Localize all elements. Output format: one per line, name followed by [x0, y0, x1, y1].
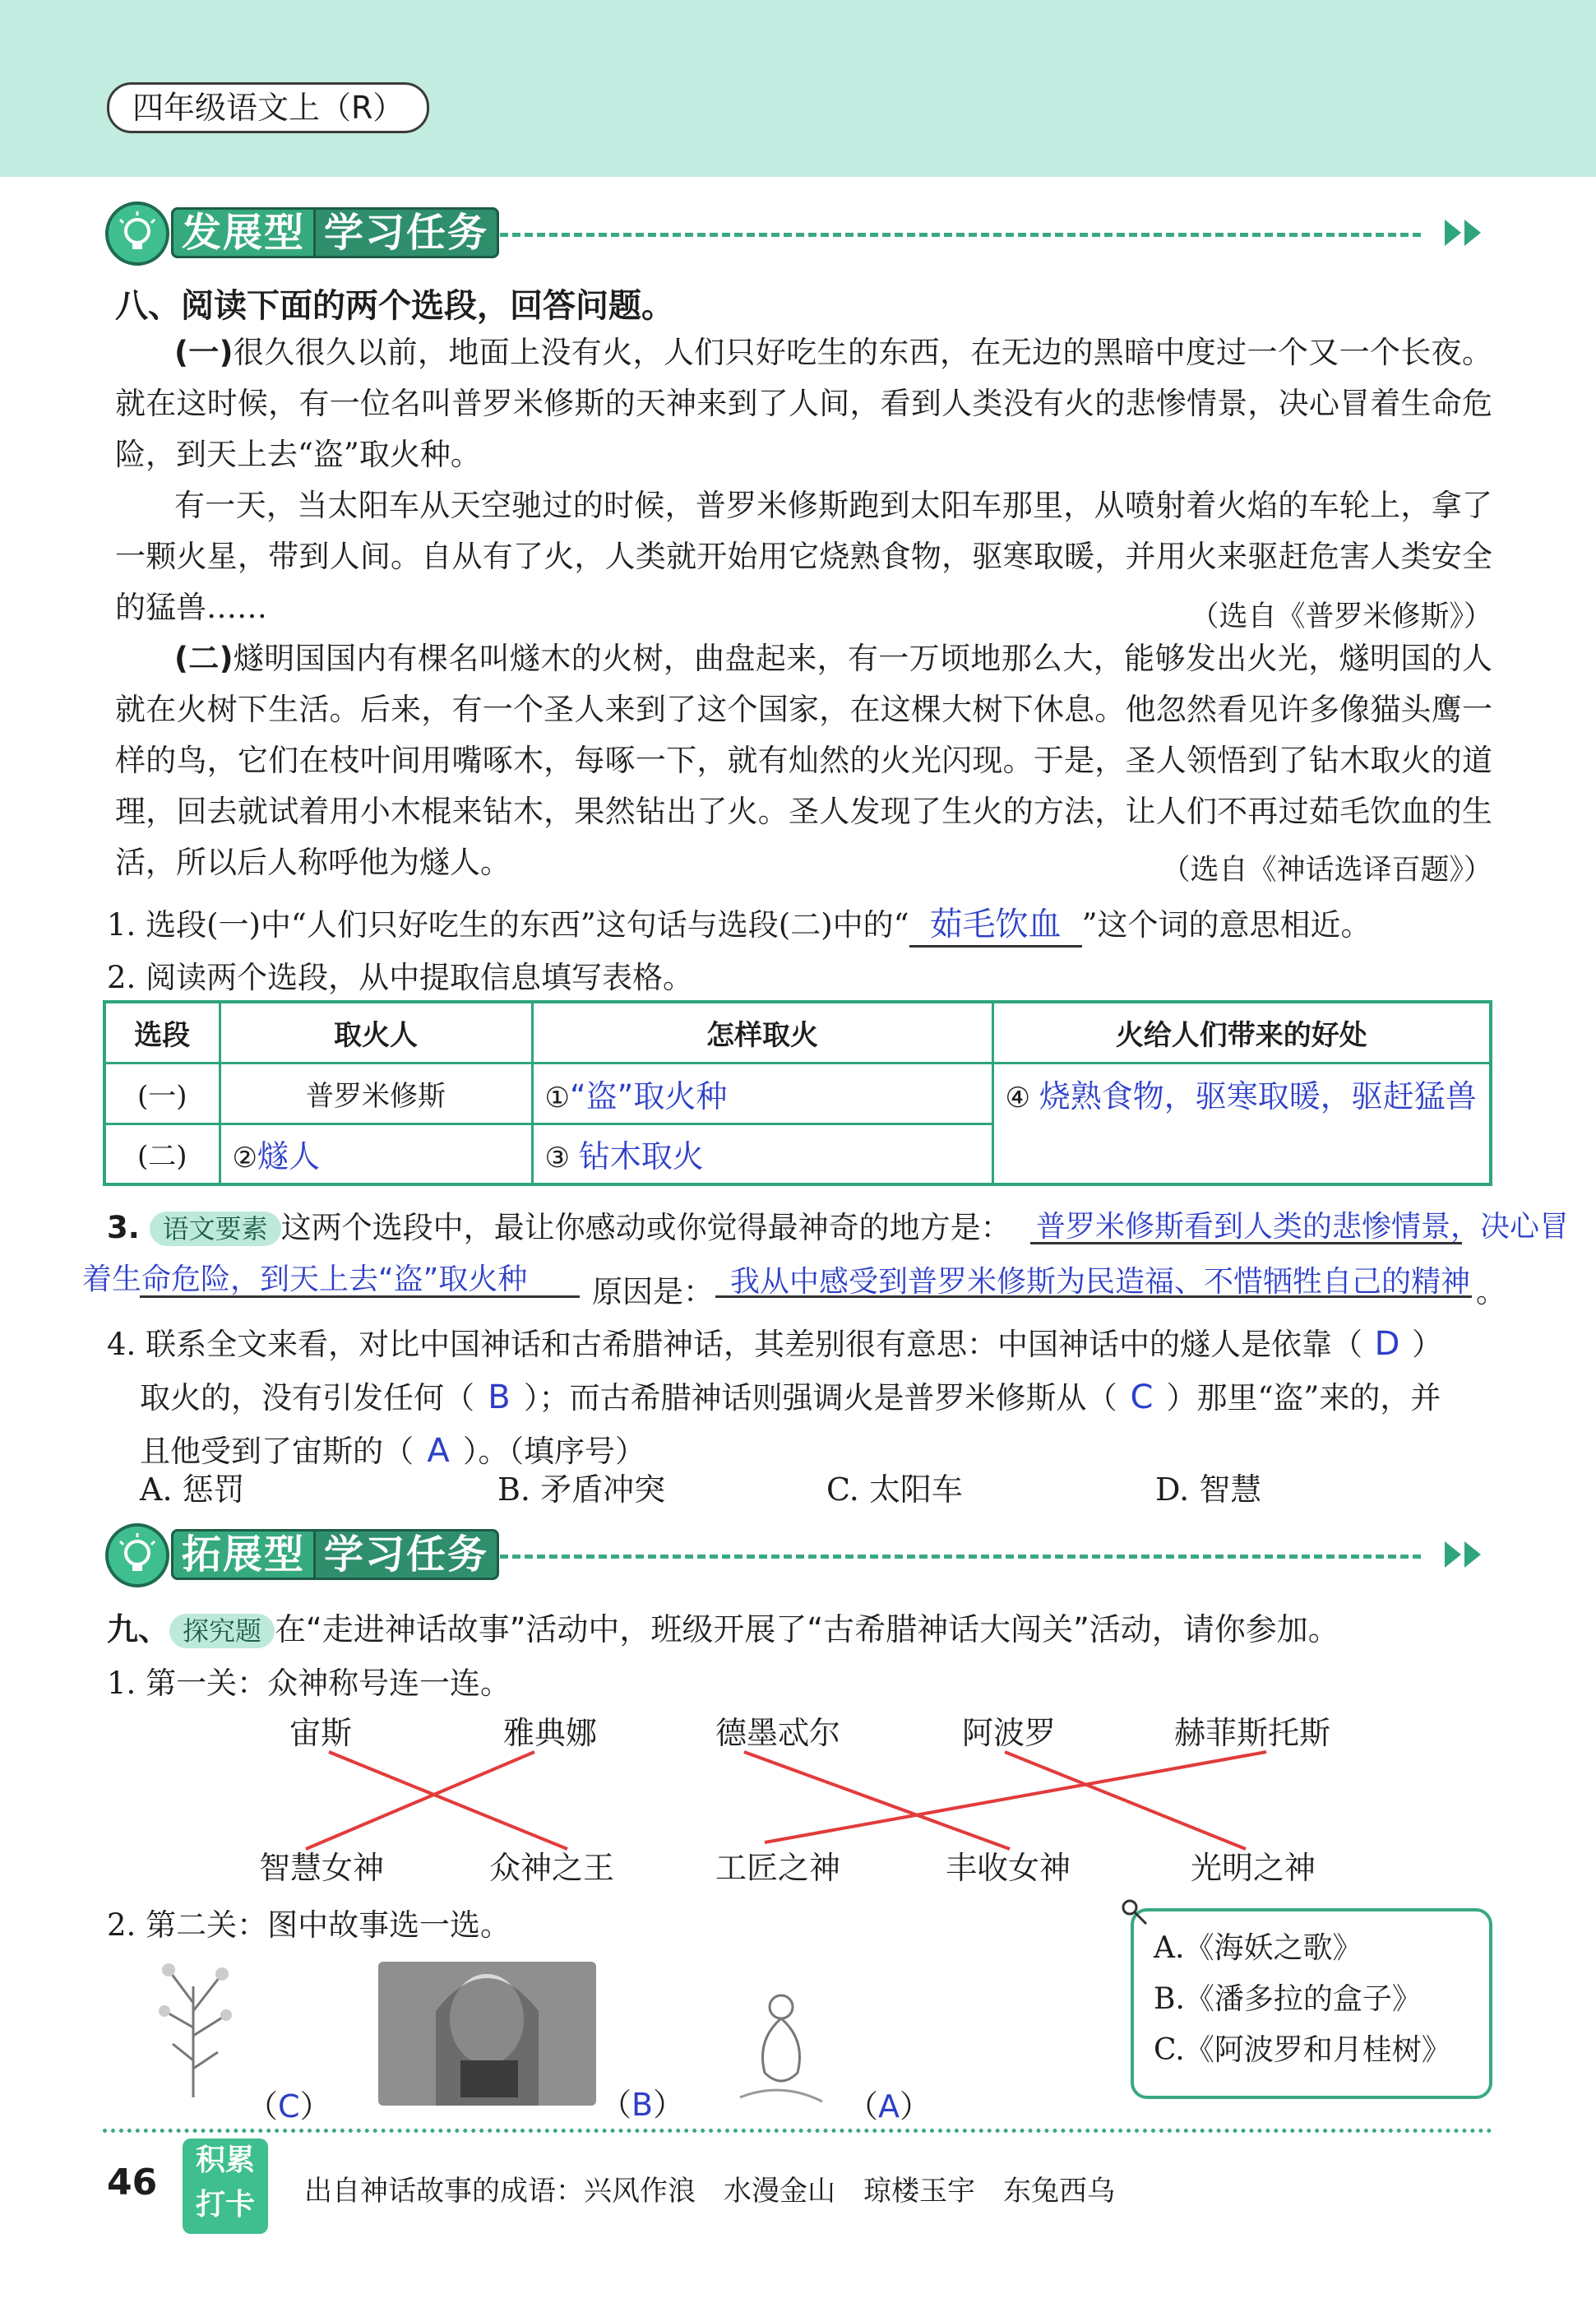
match-line-demeter: [744, 1752, 1010, 1849]
match-line-hephaestus: [765, 1752, 1266, 1842]
section-banner-development: [105, 202, 1495, 267]
title-craft: 工匠之神: [715, 1850, 841, 1886]
match-line-zeus: [329, 1752, 567, 1849]
banner-title: 发展型 学习任务: [164, 205, 506, 262]
double-arrow-icon: [1441, 216, 1491, 249]
header-benefit: 火给人们带来的好处: [992, 1002, 1491, 1063]
illustration-laurel-tree: [132, 1953, 255, 2101]
double-arrow-icon: [1441, 1538, 1491, 1571]
row1-method[interactable]: ①“盗”取火种: [532, 1063, 992, 1124]
header-section: 选段: [104, 1002, 220, 1063]
grade-label: 四年级语文上（R）: [107, 82, 429, 133]
tag-language-element: 语文要素: [150, 1212, 281, 1246]
illustration-pandora: [378, 1962, 596, 2106]
god-demeter: 德墨忒尔: [715, 1715, 841, 1751]
god-zeus: 宙斯: [289, 1715, 353, 1751]
match-line-athena: [306, 1752, 534, 1849]
sub1-answer[interactable]: 茹毛饮血: [909, 898, 1082, 948]
pin-icon: [1118, 1896, 1151, 1929]
section-banner-expansion: [105, 1523, 1495, 1589]
passage1-source: （选自《普罗米修斯》）: [1190, 600, 1492, 633]
q9-sub1-prompt: 1. 第一关：众神称号连一连。: [107, 1666, 511, 1701]
title-wisdom: 智慧女神: [259, 1850, 385, 1886]
accumulate-badge: 积累 打卡: [183, 2138, 268, 2234]
title-light: 光明之神: [1191, 1850, 1316, 1886]
q8-sub4: 4. 联系全文来看，对比中国神话和古希腊神话，其差别很有意思：中国神话中的燧人是依靠（ D ） 取火的，没有引发任何（ B ）；而古希腊神话则强调火是普罗米修斯从（ C ）那里“盗”来的，并 且他受到了宙斯的（ A ）。（填序号）: [107, 1325, 1443, 1470]
row1-person: 普罗米修斯: [220, 1063, 532, 1124]
passage2-paragraph: (二)燧明国国内有棵名叫燧木的火树，曲盘起来，有一万顷地那么大，能够发出火光，燧明国的人就在火树下生活。后来，有一个圣人来到了这个国家，在这棵大树下休息。他忽然看见许多像猫头鹰一样的鸟，它们在枝叶间用嘴啄木，每啄一下，就有灿然的火光闪现。于是，圣人领悟到了钻木取火的道理，回去就试着用小木棍来钻木，果然钻出了火。圣人发现了生火的方法，让人们不再过茹毛饮血的生活，所以后人称呼他为燧人。: [115, 641, 1492, 880]
sub3-underline3: [715, 1295, 1472, 1298]
picture1-answer[interactable]: （C）: [247, 2088, 331, 2125]
q8-sub2-prompt: 2. 阅读两个选段，从中提取信息填写表格。: [107, 960, 694, 995]
q8-heading: 八、阅读下面的两个选段，回答问题。: [115, 287, 674, 325]
god-apollo: 阿波罗: [962, 1715, 1057, 1751]
row1-section: (一): [104, 1063, 220, 1124]
banner-title: 拓展型 学习任务: [164, 1527, 506, 1584]
sub3-answer1[interactable]: 普罗米修斯看到人类的悲惨情景，决心冒着生命危险，到天上去“盗”取火种: [82, 1210, 1570, 1296]
header-method: 怎样取火: [532, 1002, 992, 1063]
lightbulb-icon: [105, 202, 169, 266]
row2-person[interactable]: ②燧人: [220, 1124, 532, 1184]
god-hephaestus: 赫菲斯托斯: [1174, 1715, 1331, 1751]
sub3-reason-label: 原因是：: [592, 1274, 714, 1309]
header-wave: [0, 140, 1596, 189]
choice-c: C.《阿波罗和月桂树》: [1154, 2033, 1451, 2067]
banner-divider: [500, 233, 1421, 237]
choice-b: B.《潘多拉的盒子》: [1154, 1982, 1422, 2016]
sub3-end: 。: [1476, 1274, 1506, 1309]
footer-divider: [103, 2129, 1492, 2133]
option-d: D. 智慧: [1155, 1471, 1262, 1508]
picture3-answer[interactable]: （A）: [847, 2088, 932, 2125]
lightbulb-icon: [105, 1523, 169, 1587]
q8-sub3: 3. 语文要素 这两个选段中，最让你感动或你觉得最神奇的地方是：: [107, 1210, 1011, 1245]
banner-divider: [500, 1555, 1421, 1559]
sub3-answer2[interactable]: 我从中感受到普罗米修斯为民造福、不惜牺牲自己的精神: [730, 1265, 1471, 1299]
god-athena: 雅典娜: [503, 1715, 598, 1751]
picture2-answer[interactable]: （B）: [600, 2087, 685, 2123]
sub3-underline1: [1030, 1242, 1462, 1244]
title-king: 众神之王: [489, 1850, 615, 1886]
row2-section: (二): [104, 1124, 220, 1184]
q9-sub2-prompt: 2. 第二关：图中故事选一选。: [107, 1907, 511, 1943]
benefit-cell[interactable]: ④ 烧熟食物，驱寒取暖，驱赶猛兽: [992, 1063, 1491, 1184]
row2-method[interactable]: ③ 钻木取火: [532, 1124, 992, 1184]
q8-sub1: 1. 选段(一)中“人们只好吃生的东西”这句话与选段(二)中的“ 茹毛饮血 ”这个词的意思相近。: [107, 898, 1371, 948]
title-harvest: 丰收女神: [946, 1850, 1071, 1886]
passage1-paragraph1: (一)很久很久以前，地面上没有火，人们只好吃生的东西，在无边的黑暗中度过一个又一个长夜。就在这时候，有一位名叫普罗米修斯的天神来到了人间，看到人类没有火的悲惨情景，决心冒着生命危险，到天上去“盗”取火种。: [115, 335, 1492, 472]
passage2-source: （选自《神话选译百题》）: [1161, 854, 1492, 887]
choice-a: A.《海妖之歌》: [1154, 1931, 1362, 1965]
q9-heading: 九、 探究题 在“走进神话故事”活动中，班级开展了“古希腊神话大闯关”活动，请你参加。: [107, 1611, 1339, 1647]
illustration-siren: [724, 1982, 839, 2110]
option-c: C. 太阳车: [826, 1471, 963, 1508]
passage1-paragraph2: 有一天，当太阳车从天空驰过的时候，普罗米修斯跑到太阳车那里，从喷射着火焰的车轮上，拿了一颗火星，带到人间。自从有了火，人类就开始用它烧熟食物，驱寒取暖，并用火来驱赶危害人类安全的猛兽……: [115, 488, 1492, 625]
story-choices-box: [1131, 1908, 1492, 2099]
footer-idioms: 出自神话故事的成语：兴风作浪 水漫金山 琼楼玉宇 东兔西乌: [304, 2175, 1115, 2208]
page-number: 46: [107, 2162, 158, 2203]
option-b: B. 矛盾冲突: [497, 1471, 666, 1508]
match-line-apollo: [1005, 1752, 1246, 1849]
tag-explore: 探究题: [169, 1614, 275, 1648]
info-table: [103, 1000, 1492, 1186]
header-person: 取火人: [220, 1002, 532, 1063]
sub3-underline2: [140, 1295, 580, 1298]
option-a: A. 惩罚: [140, 1471, 245, 1508]
